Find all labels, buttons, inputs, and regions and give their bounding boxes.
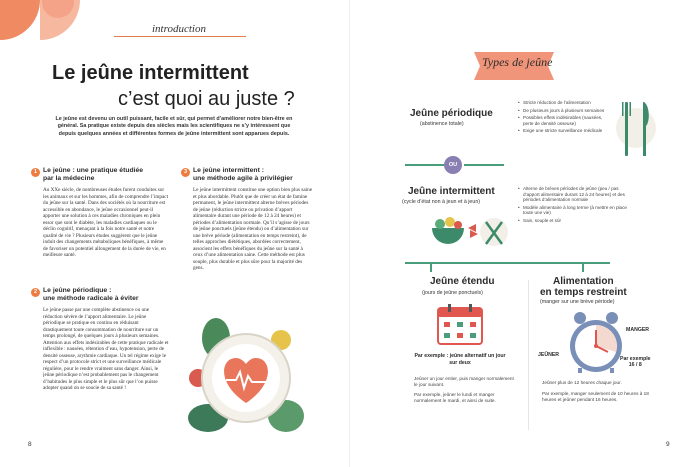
intermittent-title: Jeûne intermittent: [408, 186, 495, 197]
extended-text: Jeûner un jour entier, puis manger normalement le jour suivant.: [414, 376, 514, 387]
plate-heart-illustration: [186, 298, 304, 438]
or-badge: OU: [444, 156, 462, 174]
extended-example: Par exemple : jeûne alternatif un jour sur deux: [414, 353, 506, 366]
periodic-subtitle: (abstinence totale): [420, 121, 464, 127]
connector: [582, 262, 584, 272]
right-page: [350, 0, 700, 467]
divider: [528, 280, 529, 430]
section-1-number: 1: [31, 168, 40, 177]
list-item: • Sain, souple et sûr: [518, 218, 630, 224]
calendar-icon: [436, 302, 484, 346]
divider: [114, 36, 246, 37]
section-2-number: 2: [31, 288, 40, 297]
restricted-text: Par exemple, manger seulement de 10 heures à 18 heures et jeûner pendant 16 heures.: [542, 391, 649, 402]
connector: [405, 262, 610, 264]
list-item: • Stricte réduction de l’alimentation: [518, 100, 610, 106]
bowl-and-cutlery-icon: [430, 212, 510, 256]
page-title: Le jeûne intermittent: [52, 62, 249, 84]
restricted-text: Jeûner plus de 12 heures chaque jour.: [542, 380, 622, 385]
intro-paragraph: Le jeûne est devenu un outil puissant, facile et sûr, qui permet d’améliorer notre bien-être en général. Sa pratique existe depuis des siècles mais les scientifiques ne s’y intéressent que depuis quelques années et différentes formes de jeûne intermittent sont apparues depuis.: [55, 116, 293, 137]
list-item: • De plusieurs jours à plusieurs semaines: [518, 108, 610, 114]
section-1-heading: par la médecine: [43, 175, 95, 182]
list-item: • Exige une stricte surveillance médicale: [518, 128, 610, 134]
intermittent-subtitle: (cycle d’état non à jeun et à jeun): [402, 199, 481, 205]
extended-text: Par exemple, jeûner le lundi et manger normalement le mardi, et ainsi de suite.: [414, 392, 496, 403]
restricted-title: Alimentation: [553, 276, 614, 287]
restricted-example: [620, 356, 651, 368]
clock-icon: [564, 308, 628, 374]
restricted-subtitle: (manger sur une brève période): [540, 299, 615, 305]
section-3-body: Le jeûne intermittent constitue une option bien plus saine et plus abordable. Plutôt que de créer un état de famine permanent, le jeûne intermittent alterne brèves périodes de jeûne (réduction stricte ou privation d’apport alimentaire durant une période de 12 à 24 heures) et périodes d’alimentation normale. Qu’il s’agisse de jours de jeûne ponctuels (jeûne étendu) ou d’alimentation sur une brève période (alimentation en temps restreint), de telles approches diététiques, abordées correctement, associent les effets bénéfiques du jeûne sur la santé à ceux d’une alimentation saine. Cette méthode est plus souple, plus durable et plus sûre pour la majorité des gens.: [193, 187, 312, 271]
page-subtitle: c’est quoi au juste ?: [118, 88, 295, 110]
extended-title: Jeûne étendu: [430, 276, 495, 287]
fork-knife-icon: [614, 96, 658, 160]
intermittent-bullets: [518, 186, 630, 226]
section-3-heading: une méthode agile à privilégier: [193, 175, 293, 182]
section-1-heading: Le jeûne : une pratique étudiée: [43, 167, 144, 174]
restricted-example-label: Par exemple: [620, 356, 651, 362]
clock-label-fast: JEÛNER: [538, 352, 560, 358]
list-item: • Alterne de brèves périodes de jeûne (peu / pas d’apport alimentaire durant 12 à 24 heures) et des périodes d’alimentation normale: [518, 186, 630, 203]
restricted-example-ratio: 16 / 8: [628, 362, 642, 368]
section-3-number: 3: [181, 168, 190, 177]
list-item: • Possibles effets indésirables (nausées, perte de densité osseuse): [518, 115, 610, 126]
page-number: 9: [666, 441, 670, 448]
section-2-heading: Le jeûne périodique :: [43, 287, 112, 294]
connector: [430, 262, 432, 272]
extended-subtitle: (jours de jeûne ponctuels): [422, 290, 483, 296]
section-tag: introduction: [152, 23, 206, 35]
connector: [464, 164, 504, 166]
connector: [405, 164, 445, 166]
section-2-heading: une méthode radicale à éviter: [43, 295, 139, 302]
restricted-title: en temps restreint: [540, 287, 627, 298]
section-3-heading: Le jeûne intermittent :: [193, 167, 264, 174]
section-2-body: Le jeûne passe par une complète abstinence ou une réduction sévère de l’apport alimentaire. Le jeûne périodique se pratique en continu en réduisant drastiquement toute consommation de nourriture sur un temps prolongé, de quelques jours à plusieurs semaines. Attention aux effets indésirables de cette pratique radicale et inflexible : nausées, rétention d’eau, hypotension, perte de densité osseuse, arythmie cardiaque. Un tel régime exige le respect d’un protocole strict et une surveillance médicale régulière, pour le rendre vraiment sans danger. Ainsi, le jeûne périodique n’est probablement pas le changement d’habitudes le plus simple et le plus sûr que l’on puisse adopter quand on se soucie de sa santé !: [43, 307, 169, 391]
page-number: 8: [28, 441, 32, 448]
banner-title: Types de jeûne: [482, 55, 553, 69]
periodic-title: Jeûne périodique: [410, 108, 493, 119]
periodic-bullets: [518, 100, 610, 136]
list-item: • Modèle alimentaire à long terme (à mettre en place toute une vie): [518, 205, 630, 216]
section-1-body: Au XXe siècle, de nombreuses études furent conduites sur les animaux et sur les hommes, afin de comprendre l’impact du jeûne sur la santé. Dans des sociétés où la nourriture est accessible en abondance, le jeûne occasionnel peut-il apporter une solution à ces maladies chroniques en plein essor que sont le diabète, les maladies cardiaques ou le déclin cognitif, menaçant à la fois notre santé et notre qualité de vie ? Plusieurs études suggèrent que le jeûne induit des changements métaboliques bénéfiques, à même de favoriser un potentiel allongement de la durée de vie, en meilleure santé.: [43, 187, 169, 258]
clock-label-eat: MANGER: [626, 327, 650, 333]
decorative-shapes-icon: [0, 0, 80, 50]
